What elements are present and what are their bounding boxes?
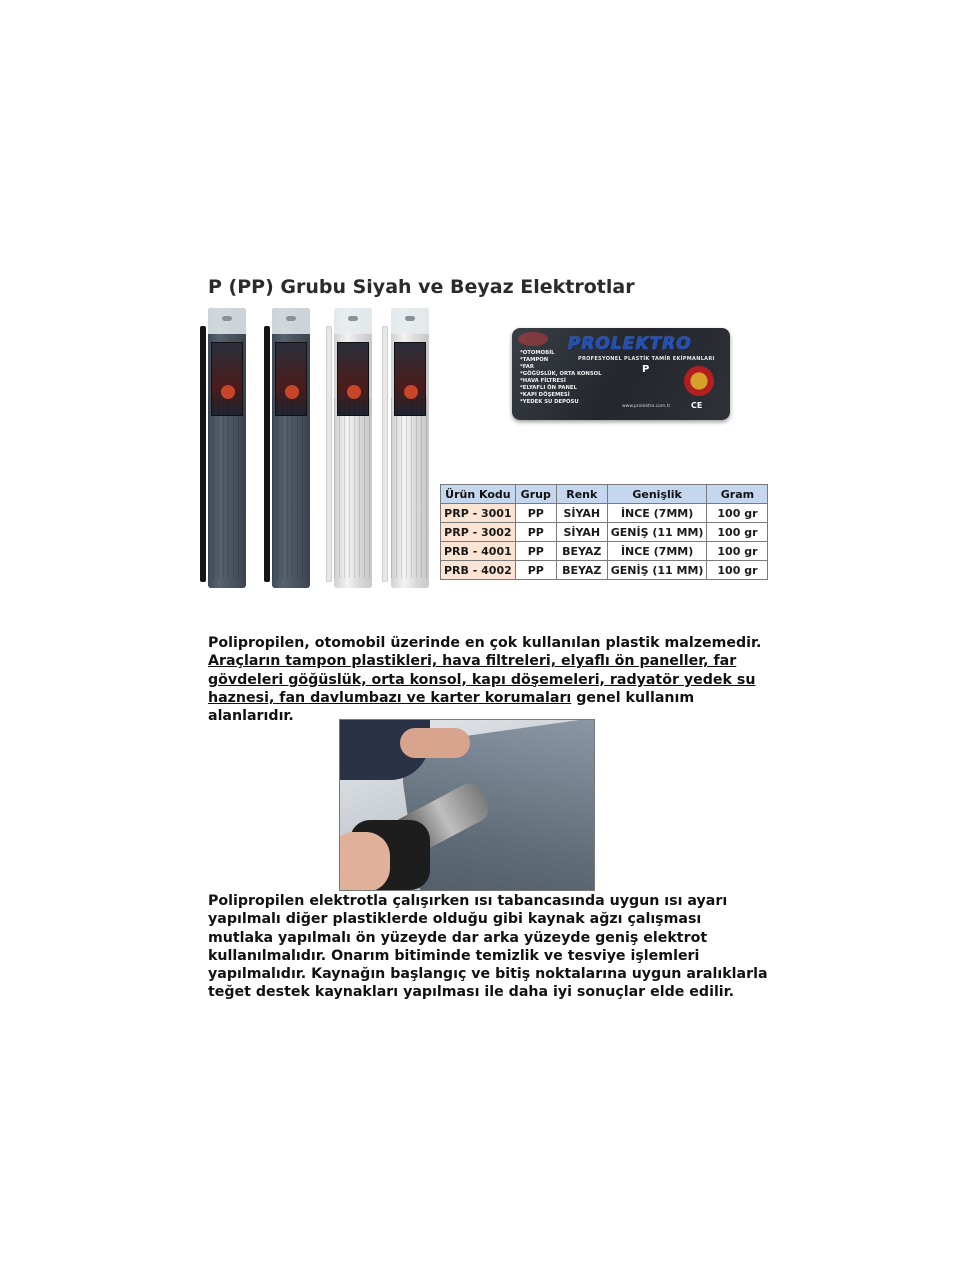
use-item: *YEDEK SU DEPOSU	[520, 399, 579, 405]
website-text: www.prolektro.com.tr	[622, 404, 671, 409]
cell-width: İNCE (7MM)	[607, 504, 707, 523]
quality-seal-icon	[684, 366, 714, 396]
cell-width: GENİŞ (11 MM)	[607, 523, 707, 542]
black-electrode-pack	[208, 308, 246, 588]
white-rod	[326, 326, 332, 582]
brand-name: PROLEKTRO	[568, 334, 692, 354]
header-cell: Genişlik	[607, 485, 707, 504]
use-item: *FAR	[520, 364, 534, 370]
use-item: *HAVA FİLTRESİ	[520, 378, 566, 384]
use-item: *TAMPON	[520, 357, 549, 363]
cell-code: PRP - 3001	[441, 504, 516, 523]
cell-group: PP	[515, 542, 556, 561]
cell-color: SİYAH	[556, 504, 607, 523]
black-electrode-pack	[272, 308, 310, 588]
ce-mark: CE	[691, 401, 703, 410]
usage-intro: Polipropilen, otomobil üzerinde en çok kullanılan plastik malzemedir.	[208, 635, 762, 651]
white-rod	[382, 326, 388, 582]
table-row	[441, 542, 768, 561]
spec-table	[440, 484, 768, 580]
table-row	[441, 523, 768, 542]
black-rod	[200, 326, 206, 582]
use-item: *ELYAFLI ÖN PANEL	[520, 385, 577, 391]
table-row	[441, 561, 768, 580]
use-item: *KAPI DÖŞEMESİ	[520, 392, 570, 398]
use-item: *GÖĞÜSLÜK, ORTA KONSOL	[520, 371, 602, 377]
table-header-row	[441, 485, 768, 504]
black-rod	[264, 326, 270, 582]
cell-code: PRP - 3002	[441, 523, 516, 542]
cell-color: SİYAH	[556, 523, 607, 542]
cell-group: PP	[515, 523, 556, 542]
header-cell: Gram	[707, 485, 768, 504]
cell-gram: 100 gr	[707, 523, 768, 542]
header-cell: Grup	[515, 485, 556, 504]
white-electrode-pack	[391, 308, 429, 588]
cell-code: PRB - 4002	[441, 561, 516, 580]
usage-areas: Araçların tampon plastikleri, hava filtreleri, elyaflı ön paneller, far gövdeleri göğüslük, orta konsol, kapı döşemeleri, radyatör yedek su haznesi, fan davlumbazı ve karter korumaları	[208, 653, 756, 706]
group-letter: P	[642, 364, 650, 375]
header-cell: Ürün Kodu	[441, 485, 516, 504]
white-electrode-pack	[334, 308, 372, 588]
cell-code: PRB - 4001	[441, 542, 516, 561]
cell-gram: 100 gr	[707, 561, 768, 580]
instructions-paragraph: Polipropilen elektrotla çalışırken ısı tabancasında uygun ısı ayarı yapılmalı diğer plastiklerde olduğu gibi kaynak ağzı çalışması mutlaka yapılmalı ön yüzeyde dar arka yüzeyde geniş elektrot kullanılmalıdır. Onarım bitiminde temizlik ve tesviye işlemleri yapılmalıdır. Kaynağın başlangıç ve bitiş noktalarına uygun aralıklarla teğet destek kaynakları yapılması ile daha iyi sonuçlar elde edilir.	[208, 893, 768, 1001]
electrode-packs-image	[196, 308, 436, 590]
use-item: *OTOMOBİL	[520, 350, 555, 356]
cell-color: BEYAZ	[556, 561, 607, 580]
page-title: P (PP) Grubu Siyah ve Beyaz Elektrotlar	[208, 276, 635, 298]
cell-width: İNCE (7MM)	[607, 542, 707, 561]
cell-group: PP	[515, 504, 556, 523]
cell-group: PP	[515, 561, 556, 580]
uses-list	[520, 350, 602, 406]
usage-paragraph	[208, 634, 768, 725]
cell-gram: 100 gr	[707, 504, 768, 523]
cell-width: GENİŞ (11 MM)	[607, 561, 707, 580]
logo-icon	[518, 332, 548, 346]
header-cell: Renk	[556, 485, 607, 504]
brand-subtitle: PROFESYONEL PLASTİK TAMİR EKİPMANLARI	[578, 356, 715, 362]
cell-color: BEYAZ	[556, 542, 607, 561]
usage-tail: genel kullanım alanlarıdır.	[208, 689, 695, 725]
product-label-card	[512, 328, 730, 420]
table-row	[441, 504, 768, 523]
cell-gram: 100 gr	[707, 542, 768, 561]
heat-gun-photo	[339, 719, 595, 891]
